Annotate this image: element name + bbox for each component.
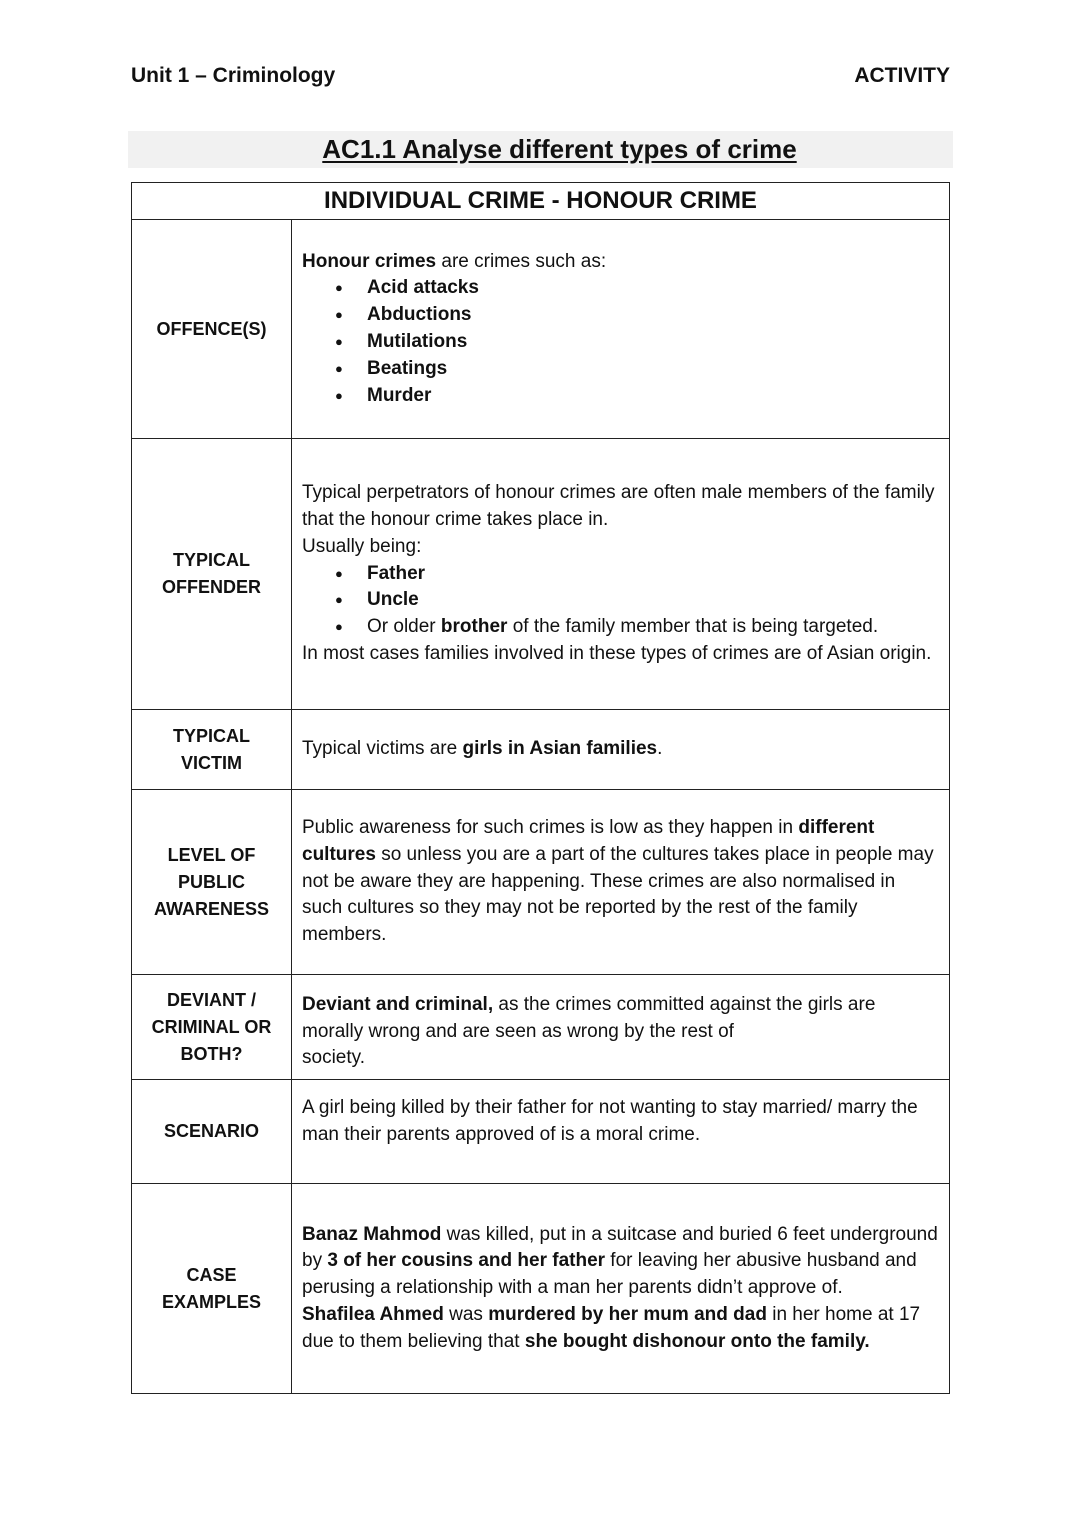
- list-item: ● Beatings: [367, 356, 939, 383]
- list-item: ● Murder: [367, 383, 939, 410]
- cases-label: CASE EXAMPLES: [132, 1184, 292, 1394]
- list-item: ● Father: [367, 561, 939, 588]
- scenario-content: A girl being killed by their father for not wanting to stay married/ marry the man their parents approved of is a moral crime.: [292, 1080, 950, 1184]
- unit-header: Unit 1 – Criminology: [131, 64, 336, 87]
- table-row: [132, 439, 950, 710]
- table-row: [132, 1080, 950, 1184]
- intro-text: are crimes such as:: [436, 250, 607, 272]
- deviant-content: Deviant and criminal, as the crimes committed against the girls are morally wrong and are seen as wrong by the rest of society.: [292, 975, 950, 1080]
- page-title: AC1.1 Analyse different types of crime: [322, 134, 797, 164]
- list-item: ● Acid attacks: [367, 275, 939, 302]
- activity-label: ACTIVITY: [854, 64, 950, 87]
- case-1: Banaz Mahmod was killed, put in a suitcase and buried 6 feet underground by 3 of her cousins and her father for leaving her abusive husband and perusing a relationship with a man her parents didn’t approve of.: [302, 1223, 938, 1299]
- crime-table: [131, 182, 950, 1394]
- offences-label: OFFENCE(S): [132, 220, 292, 439]
- cases-content: [292, 1184, 950, 1394]
- awareness-content: Public awareness for such crimes is low as they happen in different cultures so unless you are a part of the cultures takes place in people may not be aware they are happening. These crimes are also normalised in such cultures so they may not be reported by the rest of the family members.: [292, 790, 950, 975]
- offender-content: [292, 439, 950, 710]
- list-item: ● Mutilations: [367, 329, 939, 356]
- table-title: INDIVIDUAL CRIME - HONOUR CRIME: [132, 183, 950, 220]
- offender-p2: Usually being:: [302, 535, 422, 557]
- victim-content: Typical victims are girls in Asian families.: [292, 710, 950, 790]
- list-item: ● Abductions: [367, 302, 939, 329]
- list-item: ● Uncle: [367, 587, 939, 614]
- deviant-label: DEVIANT / CRIMINAL OR BOTH?: [132, 975, 292, 1080]
- title-band: [128, 131, 953, 168]
- offender-p1: Typical perpetrators of honour crimes are often male members of the family that the honour crime takes place in.: [302, 482, 935, 530]
- scenario-label: SCENARIO: [132, 1080, 292, 1184]
- offender-p3: In most cases families involved in these types of crimes are of Asian origin.: [302, 642, 932, 664]
- table-row: [132, 975, 950, 1080]
- offender-label: TYPICAL OFFENDER: [132, 439, 292, 710]
- table-row: [132, 220, 950, 439]
- case-2: Shafilea Ahmed was murdered by her mum and dad in her home at 17 due to them believing that she bought dishonour onto the family.: [302, 1303, 921, 1352]
- victim-label: TYPICAL VICTIM: [132, 710, 292, 790]
- offences-content: [292, 220, 950, 439]
- table-row: [132, 790, 950, 975]
- awareness-label: LEVEL OF PUBLIC AWARENESS: [132, 790, 292, 975]
- table-row: [132, 710, 950, 790]
- offender-list: [302, 561, 939, 641]
- table-row: [132, 1184, 950, 1394]
- list-item: ● Or older brother of the family member that is being targeted.: [367, 614, 939, 641]
- intro-bold: Honour crimes: [302, 250, 437, 272]
- offence-list: [302, 275, 939, 409]
